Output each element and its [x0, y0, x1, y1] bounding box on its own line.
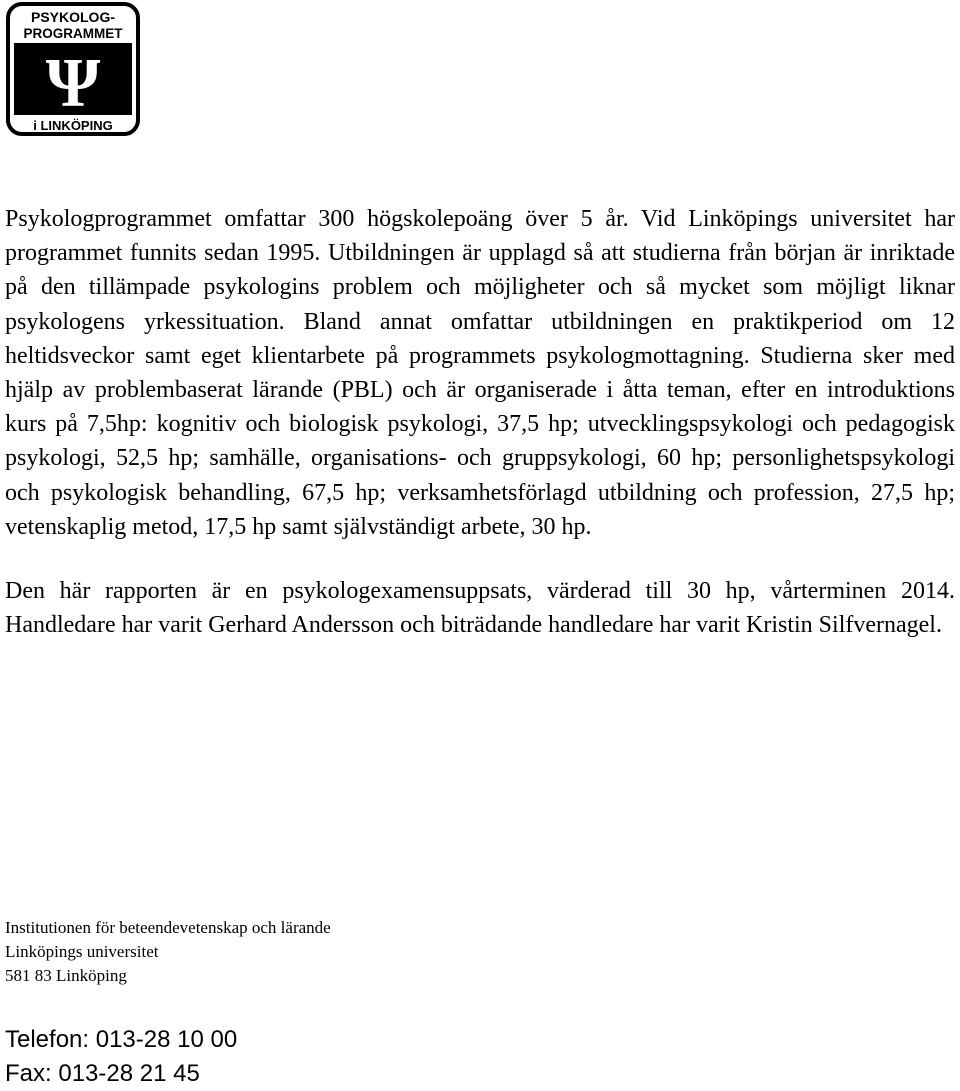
logo-text-linkoping: i LINKÖPING: [33, 118, 113, 133]
psi-symbol-icon: Ψ: [45, 45, 101, 122]
logo-text-programmet: PROGRAMMET: [23, 26, 123, 41]
report-info-paragraph: Den här rapporten är en psykologexamensuppsats, värderad till 30 hp, vårterminen 2014. Handledare har varit Gerhard Andersson och biträdande handledare har varit Kristin Silfvernagel.: [5, 578, 955, 639]
psychology-program-logo-graphic: [6, 2, 140, 136]
department-name: Institutionen för beteendevetenskap och lärande: [5, 918, 331, 937]
fax-number: Fax: 013-28 21 45: [5, 1060, 200, 1087]
university-name: Linköpings universitet: [5, 942, 159, 961]
program-description: [5, 202, 955, 642]
contact-info: [5, 1023, 237, 1091]
program-logo: [6, 2, 140, 136]
postal-address: 581 83 Linköping: [5, 966, 127, 985]
phone-number: Telefon: 013-28 10 00: [5, 1026, 238, 1053]
program-description-paragraph: Psykologprogrammet omfattar 300 högskolepoäng över 5 år. Vid Linköpings universitet har programmet funnits sedan 1995. Utbildningen är upplagd så att studierna från början är inriktade på den tillämpade psykologins problem och möjligheter och så mycket som möjligt liknar psykologens yrkessituation. Bland annat omfattar utbildningen en praktikperiod om 12 heltidsveckor samt eget klientarbete på programmets psykologmottagning. Studierna sker med hjälp av problembaserat lärande (PBL) och är organiserade i åtta teman, efter en introduktions kurs på 7,5hp: kognitiv och biologisk psykologi, 37,5 hp; utvecklingspsykologi och pedagogisk psykologi, 52,5 hp; samhälle, organisations- och gruppsykologi, 60 hp; personlighetspsykologi och psykologisk behandling, 67,5 hp; verksamhetsförlagd utbildning och profession, 27,5 hp; vetenskaplig metod, 17,5 hp samt självständigt arbete, 30 hp.: [5, 206, 955, 540]
institution-address: [5, 916, 331, 988]
logo-text-psykolog: PSYKOLOG-: [30, 9, 116, 25]
